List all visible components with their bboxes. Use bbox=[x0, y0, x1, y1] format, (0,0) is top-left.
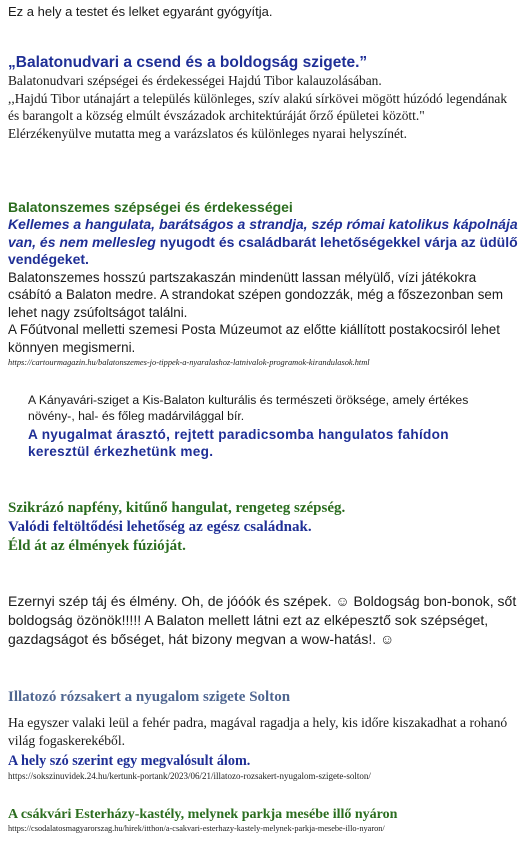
balatonudvari-section bbox=[8, 54, 520, 142]
solton-source-link[interactable]: https://sokszinuvidek.24.hu/kertunk-portank/2023/06/21/illatozo-rozsakert-nyugalom-szigete-solton/ bbox=[8, 771, 371, 781]
slogan-section bbox=[8, 499, 520, 556]
esterhazy-title: A csákvári Esterházy-kastély, melynek parkja mesébe illő nyáron bbox=[8, 807, 398, 822]
balatonudvari-line: Balatonudvari szépségei és érdekességei Hajdú Tibor kalauzolásában. bbox=[8, 73, 382, 88]
balatonszemes-section bbox=[8, 198, 520, 370]
kanyavari-highlight: A nyugalmat árasztó, rejtett paradicsomba hangulatos fahídon keresztül érkezhetünk meg. bbox=[28, 427, 449, 459]
esterhazy-section bbox=[8, 806, 520, 835]
balatonudvari-quote: ,,Hajdú Tibor utánajárt a település különleges, szív alakú sírkövei mögött húzódó legendának és barangolt a község elmúlt évszázadok architektúráját őrző épületei között." bbox=[8, 90, 508, 123]
slogan-line-1: Szikrázó napfény, kitűnő hangulat, rengeteg szépség. bbox=[8, 500, 346, 516]
balatonszemes-lead-rest: nyugodt és családbarát lehetőségekkel várja az üdülő vendégeket. bbox=[8, 233, 518, 267]
balatonudvari-closing: Elérzékenyülve mutatta meg a varázslatos és különleges nyarai helyszínét. bbox=[8, 125, 407, 141]
balatonszemes-para-2: A Főútvonal melletti szemesi Posta Múzeumot az előtte kiállított postakocsiról lehet könnyen megismerni. bbox=[8, 322, 500, 355]
balatonszemes-lead bbox=[8, 216, 520, 269]
balatonszemes-lead-italic: Kellemes a hangulata, barátságos a strandja, szép római katolikus kápolnája van, és nem mellesleg bbox=[8, 216, 518, 250]
solton-title: Illatozó rózsakert a nyugalom szigete Solton bbox=[8, 689, 291, 705]
slogan-line-2: Valódi feltöltődési lehetőség az egész családnak. bbox=[8, 519, 312, 535]
balatonszemes-title: Balatonszemes szépségei és érdekességei bbox=[8, 199, 293, 215]
kanyavari-text: A Kányavári-sziget a Kis-Balaton kulturális és természeti öröksége, amely értékes növény-, hal- és főleg madárvilággal bír. bbox=[28, 393, 469, 423]
esterhazy-source-link[interactable]: https://csodalatosmagyarorszag.hu/hirek/itthon/a-csakvari-esterhazy-kastely-melynek-parkja-mesebe-illo-nyaron/ bbox=[8, 824, 385, 833]
balatonudvari-title: „Balatonudvari a csend és a boldogság szigete.” bbox=[8, 54, 368, 71]
solton-subtitle: A hely szó szerint egy megvalósult álom. bbox=[8, 753, 251, 769]
balatonszemes-source-link[interactable]: https://cartourmagazin.hu/balatonszemes-jo-tippek-a-nyaralashoz-latnivalok-programok-kirandulasok.html bbox=[8, 358, 370, 367]
balatonszemes-para-1: Balatonszemes hosszú partszakaszán mindenütt lassan mélyülő, vízi játékokra csábító a Balaton medre. A strandokat szépen gondozzák, még a főszezonban sem lehet nagy zsúfoltságot találni. bbox=[8, 269, 504, 320]
intro-text: Ez a hely a testet és lelket egyaránt gyógyítja. bbox=[8, 4, 273, 19]
kanyavari-section bbox=[28, 392, 514, 460]
experience-text: Ezernyi szép táj és élmény. Oh, de jóóók és szépek. ☺ Boldogság bon-bonok, sőt boldogság özönök!!!!! A Balaton mellett látni ezt az elképesztő sok szépséget, gazdagságot és bőséget, hát bizony megvan a wow-hatás!. ☺ bbox=[8, 593, 517, 647]
solton-section bbox=[8, 688, 520, 783]
solton-text: Ha egyszer valaki leül a fehér padra, magával ragadja a hely, kis időre kiszakadhat a rohanó világ fogaskerekéből. bbox=[8, 715, 508, 748]
slogan-line-3: Éld át az élmények fúzióját. bbox=[8, 538, 186, 554]
